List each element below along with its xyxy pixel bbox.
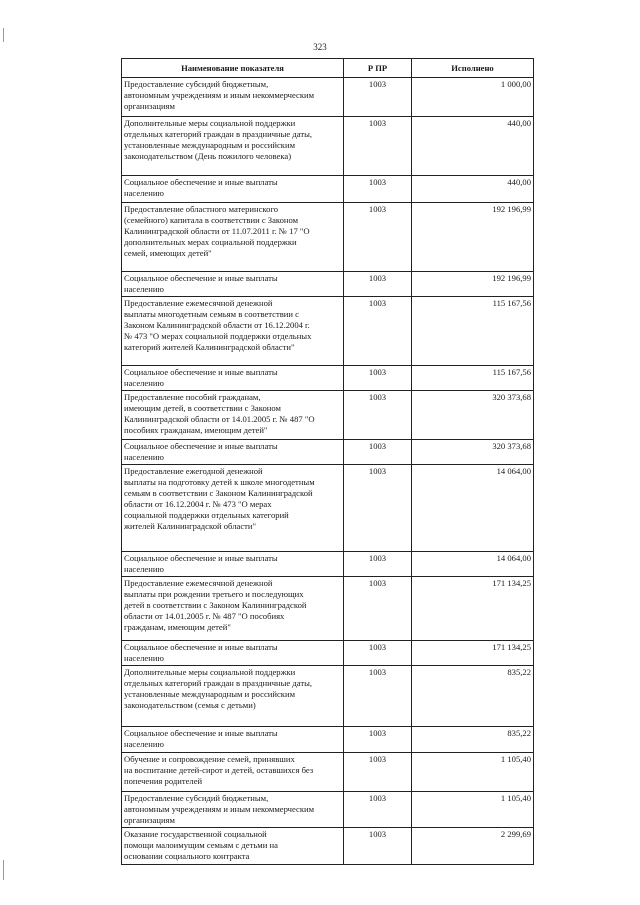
row-indicator-name: Социальное обеспечение и иные выплаты населению: [122, 272, 344, 297]
expenditure-table: [121, 58, 534, 865]
row-executed-amount: 320 373,68: [412, 440, 534, 465]
table-body: [122, 78, 534, 865]
row-executed-amount: 171 134,25: [412, 641, 534, 666]
row-section-code: 1003: [344, 552, 412, 577]
row-indicator-name: Предоставление ежемесячной денежной выплаты многодетным семьям в соответствии с Законом Калининградской области от 16.12.2004 г. № 473 "О мерах социальной поддержки отдельных категорий жителей Калининградской области": [122, 297, 344, 366]
row-section-code: 1003: [344, 297, 412, 366]
row-indicator-name: Социальное обеспечение и иные выплаты населению: [122, 176, 344, 203]
row-section-code: 1003: [344, 465, 412, 552]
row-executed-amount: 440,00: [412, 117, 534, 176]
table-row: [122, 552, 534, 577]
row-executed-amount: 835,22: [412, 727, 534, 753]
row-indicator-name: Предоставление ежемесячной денежной выплаты при рождении третьего и последующих детей в соответствии с Законом Калининградской области от 14.01.2005 г. № 487 "О пособиях гражданам, имеющим детей": [122, 577, 344, 641]
row-indicator-name: Социальное обеспечение и иные выплаты населению: [122, 727, 344, 753]
row-executed-amount: 835,22: [412, 666, 534, 727]
table-row: [122, 297, 534, 366]
row-executed-amount: 2 299,69: [412, 828, 534, 865]
table-row: [122, 391, 534, 440]
row-section-code: 1003: [344, 176, 412, 203]
row-section-code: 1003: [344, 440, 412, 465]
row-indicator-name: Социальное обеспечение и иные выплаты населению: [122, 641, 344, 666]
row-section-code: 1003: [344, 577, 412, 641]
row-section-code: 1003: [344, 828, 412, 865]
row-executed-amount: 192 196,99: [412, 272, 534, 297]
row-executed-amount: 192 196,99: [412, 203, 534, 272]
row-indicator-name: Предоставление пособий гражданам, имеющим детей, в соответствии с Законом Калининградской области от 14.01.2005 г. № 487 "О пособиях гражданам, имеющим детей": [122, 391, 344, 440]
row-indicator-name: Предоставление ежегодной денежной выплаты на подготовку детей к школе многодетным семьям в соответствии с Законом Калининградской области от 16.12.2004 г. № 473 "О мерах социальной поддержки отдельных категорий жителей Калининградской области": [122, 465, 344, 552]
table-row: [122, 366, 534, 391]
row-executed-amount: 1 000,00: [412, 78, 534, 117]
row-indicator-name: Предоставление субсидий бюджетным, автономным учреждениям и иным некоммерческим организациям: [122, 78, 344, 117]
table-row: [122, 203, 534, 272]
row-section-code: 1003: [344, 727, 412, 753]
row-executed-amount: 115 167,56: [412, 366, 534, 391]
row-indicator-name: Обучение и сопровождение семей, принявших на воспитание детей-сирот и детей, оставшихся без попечения родителей: [122, 753, 344, 792]
table-row: [122, 440, 534, 465]
table-row: [122, 828, 534, 865]
page-number: 323: [313, 42, 327, 52]
row-indicator-name: Оказание государственной социальной помощи малоимущим семьям с детьми на основании социального контракта: [122, 828, 344, 865]
row-executed-amount: 320 373,68: [412, 391, 534, 440]
row-indicator-name: Предоставление субсидий бюджетным, автономным учреждениям и иным некоммерческим организациям: [122, 792, 344, 828]
row-indicator-name: Дополнительные меры социальной поддержки отдельных категорий граждан в праздничные даты, установленные международным и российским законодательством (День пожилого человека): [122, 117, 344, 176]
scan-margin-mark: [3, 28, 4, 42]
row-indicator-name: Социальное обеспечение и иные выплаты населению: [122, 552, 344, 577]
row-executed-amount: 14 064,00: [412, 552, 534, 577]
table-row: [122, 753, 534, 792]
row-section-code: 1003: [344, 117, 412, 176]
table-row: [122, 641, 534, 666]
row-executed-amount: 14 064,00: [412, 465, 534, 552]
row-executed-amount: 440,00: [412, 176, 534, 203]
row-section-code: 1003: [344, 792, 412, 828]
row-section-code: 1003: [344, 753, 412, 792]
row-indicator-name: Социальное обеспечение и иные выплаты населению: [122, 366, 344, 391]
header-section-code: Р ПР: [344, 59, 412, 78]
row-section-code: 1003: [344, 272, 412, 297]
row-section-code: 1003: [344, 666, 412, 727]
table-row: [122, 78, 534, 117]
table-row: [122, 727, 534, 753]
row-indicator-name: Социальное обеспечение и иные выплаты населению: [122, 440, 344, 465]
table-row: [122, 117, 534, 176]
row-executed-amount: 1 105,40: [412, 753, 534, 792]
table-row: [122, 272, 534, 297]
table-header-row: [122, 59, 534, 78]
row-section-code: 1003: [344, 641, 412, 666]
row-indicator-name: Предоставление областного материнского (семейного) капитала в соответствии с Законом Калининградской области от 11.07.2011 г. № 17 "О дополнительных мерах социальной поддержки семей, имеющих детей": [122, 203, 344, 272]
table-row: [122, 577, 534, 641]
row-indicator-name: Дополнительные меры социальной поддержки отдельных категорий граждан в праздничные даты, установленные международным и российским законодательством (семья с детьми): [122, 666, 344, 727]
table-row: [122, 176, 534, 203]
header-executed: Исполнено: [412, 59, 534, 78]
row-section-code: 1003: [344, 78, 412, 117]
table-row: [122, 465, 534, 552]
row-executed-amount: 171 134,25: [412, 577, 534, 641]
row-section-code: 1003: [344, 366, 412, 391]
table-row: [122, 792, 534, 828]
header-indicator-name: Наименование показателя: [122, 59, 344, 78]
table-row: [122, 666, 534, 727]
scan-margin-mark: [3, 860, 4, 880]
row-executed-amount: 1 105,40: [412, 792, 534, 828]
row-section-code: 1003: [344, 203, 412, 272]
row-executed-amount: 115 167,56: [412, 297, 534, 366]
row-section-code: 1003: [344, 391, 412, 440]
